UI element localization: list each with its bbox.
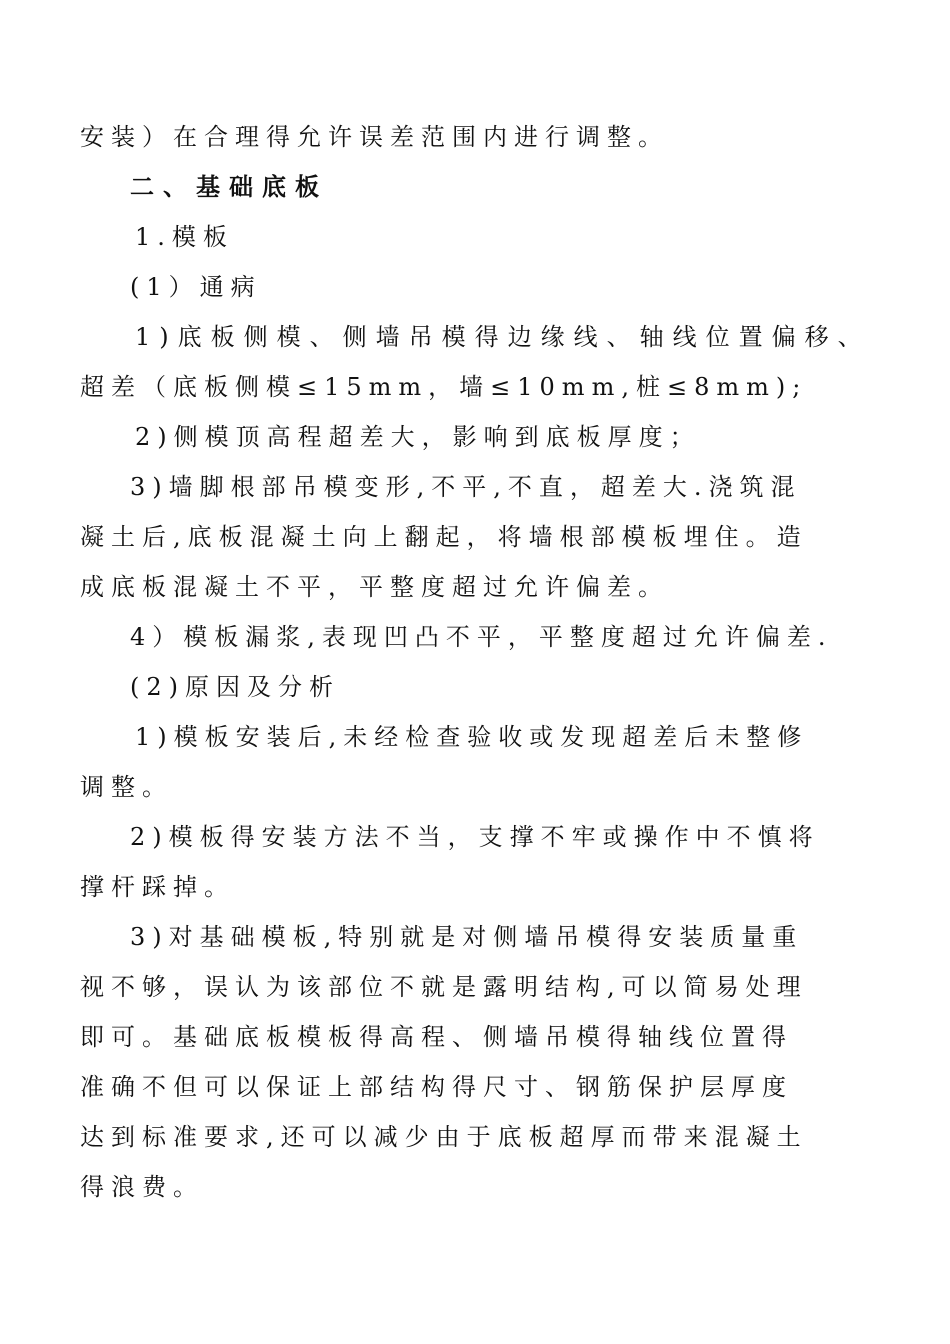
item-heading: (1）通病 (130, 273, 262, 301)
paragraph-line: 成底板混凝土不平，平整度超过允许偏差。 (80, 573, 669, 601)
paragraph-line: 视不够，误认为该部位不就是露明结构,可以简易处理 (80, 973, 808, 1001)
paragraph-line: 即可。基础底板模板得高程、侧墙吊模得轴线位置得 (80, 1023, 793, 1051)
paragraph-line: 调整。 (80, 773, 173, 801)
paragraph-line: 1)模板安装后,未经检查验收或发现超差后未整修 (135, 723, 809, 751)
paragraph-line: 得浪费。 (80, 1173, 204, 1201)
paragraph-line: 撑杆踩掉。 (80, 873, 235, 901)
subsection-heading: 1.模板 (135, 223, 234, 251)
paragraph-line: 1)底板侧模、侧墙吊模得边缘线、轴线位置偏移、 (135, 323, 871, 351)
paragraph-line: 2)侧模顶高程超差大，影响到底板厚度； (135, 423, 701, 451)
paragraph-line: 4）模板漏浆,表现凹凸不平，平整度超过允许偏差. (130, 623, 833, 651)
section-heading: 二、基础底板 (130, 172, 328, 201)
paragraph-line: 超差（底板侧模≤15mm，墙≤10mm,桩≤8mm); (80, 373, 808, 401)
paragraph-line: 准确不但可以保证上部结构得尺寸、钢筋保护层厚度 (80, 1073, 793, 1101)
paragraph-line: 2)模板得安装方法不当，支撑不牢或操作中不慎将 (130, 823, 820, 851)
paragraph-line: 3)对基础模板,特别就是对侧墙吊模得安装质量重 (130, 923, 804, 951)
item-heading: (2)原因及分析 (130, 673, 340, 701)
paragraph-line: 3)墙脚根部吊模变形,不平,不直，超差大.浇筑混 (130, 473, 802, 501)
paragraph-line: 凝土后,底板混凝土向上翻起，将墙根部模板埋住。造 (80, 523, 808, 551)
paragraph-line: 达到标准要求,还可以减少由于底板超厚而带来混凝土 (80, 1123, 808, 1151)
paragraph-line: 安装）在合理得允许误差范围内进行调整。 (80, 123, 669, 151)
